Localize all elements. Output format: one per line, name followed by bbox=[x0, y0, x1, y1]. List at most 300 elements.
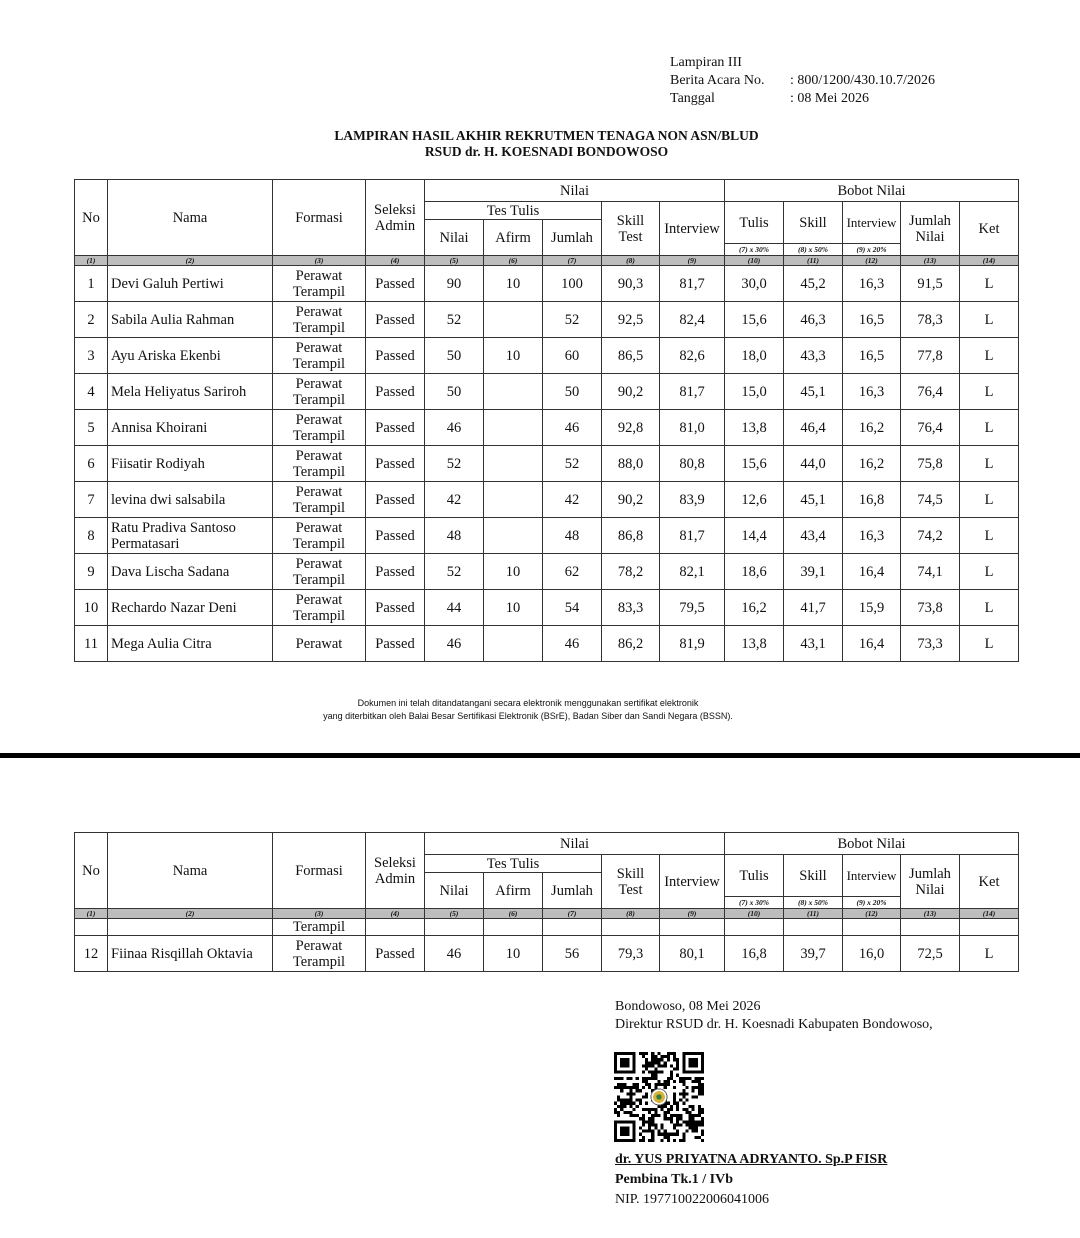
qr-module bbox=[701, 1111, 704, 1114]
row-bobot-skill: 45,1 bbox=[800, 491, 826, 508]
row-no: 11 bbox=[84, 635, 98, 652]
cell-ket bbox=[960, 518, 1019, 554]
qr-module bbox=[617, 1120, 620, 1123]
cell-empty bbox=[543, 919, 602, 936]
weight-skill: (8) x 50% bbox=[784, 244, 843, 256]
col-b-tulis: Tulis bbox=[725, 855, 784, 897]
qr-module bbox=[620, 1077, 623, 1080]
qr-module bbox=[651, 1077, 654, 1080]
qr-module bbox=[648, 1077, 651, 1080]
qr-module bbox=[688, 1117, 691, 1120]
cell-afirm bbox=[484, 410, 543, 446]
cell-empty bbox=[901, 919, 960, 936]
qr-module bbox=[642, 1108, 645, 1111]
qr-module bbox=[701, 1089, 704, 1092]
qr-module bbox=[651, 1055, 654, 1058]
cell-nilai bbox=[425, 518, 484, 554]
qr-module bbox=[692, 1130, 695, 1133]
cell-interview bbox=[660, 936, 725, 972]
cell-empty bbox=[660, 919, 725, 936]
qr-module bbox=[667, 1133, 670, 1136]
weight-tulis: (7) x 30% bbox=[725, 244, 784, 256]
qr-module bbox=[685, 1108, 688, 1111]
qr-module bbox=[626, 1133, 629, 1136]
qr-module bbox=[614, 1064, 617, 1067]
qr-module bbox=[698, 1086, 701, 1089]
row-no: 6 bbox=[87, 455, 95, 472]
row-no: 2 bbox=[87, 311, 95, 328]
qr-module bbox=[623, 1120, 626, 1123]
qr-module bbox=[636, 1089, 639, 1092]
row-nilai: 42 bbox=[446, 491, 462, 508]
row-jumlah-nilai: 78,3 bbox=[917, 311, 943, 328]
cell-no bbox=[75, 626, 108, 662]
qr-module bbox=[685, 1092, 688, 1095]
row-seleksi: Passed bbox=[375, 383, 415, 400]
row-nama: levina dwi salsabila bbox=[111, 491, 226, 508]
qr-module bbox=[695, 1126, 698, 1129]
qr-module bbox=[654, 1074, 657, 1077]
index-row bbox=[75, 909, 1019, 919]
index-cell: (3) bbox=[273, 909, 366, 919]
row-skill-test: 86,8 bbox=[617, 527, 644, 544]
qr-module bbox=[692, 1123, 695, 1126]
qr-module bbox=[701, 1083, 704, 1086]
cell-no bbox=[75, 590, 108, 626]
qr-module bbox=[651, 1114, 654, 1117]
qr-module bbox=[648, 1086, 651, 1089]
row-skill-test: 90,3 bbox=[617, 275, 644, 292]
qr-module bbox=[617, 1071, 620, 1074]
qr-module bbox=[673, 1123, 676, 1126]
cell-empty bbox=[366, 919, 425, 936]
qr-module bbox=[633, 1133, 636, 1136]
results-table bbox=[74, 179, 1019, 662]
qr-module bbox=[617, 1105, 620, 1108]
cell-jumlah bbox=[543, 482, 602, 518]
qr-module bbox=[682, 1071, 685, 1074]
continued-row bbox=[75, 919, 1019, 936]
qr-module bbox=[692, 1117, 695, 1120]
qr-module bbox=[623, 1061, 626, 1064]
qr-module bbox=[614, 1139, 617, 1142]
esign-note-line1: Dokumen ini telah ditandatangani secara elektronik menggunakan sertifikat elektronik bbox=[357, 698, 699, 708]
cell-no bbox=[75, 518, 108, 554]
row-interview: 80,1 bbox=[679, 945, 705, 962]
col-skill-test-l2: Test bbox=[618, 228, 643, 245]
cell-bobot-skill bbox=[784, 482, 843, 518]
qr-module bbox=[698, 1105, 701, 1108]
qr-module bbox=[673, 1126, 676, 1129]
qr-module bbox=[673, 1055, 676, 1058]
cell-interview bbox=[660, 410, 725, 446]
cell-nama bbox=[108, 302, 273, 338]
qr-module bbox=[626, 1061, 629, 1064]
qr-module bbox=[664, 1133, 667, 1136]
cell-afirm bbox=[484, 590, 543, 626]
cell-formasi bbox=[273, 590, 366, 626]
qr-module bbox=[648, 1123, 651, 1126]
qr-module bbox=[682, 1068, 685, 1071]
qr-module bbox=[633, 1083, 636, 1086]
cell-nama bbox=[108, 338, 273, 374]
row-bobot-interview: 16,5 bbox=[858, 347, 885, 364]
row-jumlah: 50 bbox=[564, 383, 580, 400]
qr-module bbox=[630, 1089, 633, 1092]
qr-module bbox=[645, 1130, 648, 1133]
qr-module bbox=[636, 1083, 639, 1086]
qr-module bbox=[676, 1105, 679, 1108]
qr-module bbox=[623, 1058, 626, 1061]
cell-seleksi bbox=[366, 482, 425, 518]
cell-jumlah-nilai bbox=[901, 554, 960, 590]
qr-module bbox=[642, 1052, 645, 1055]
qr-module bbox=[670, 1105, 673, 1108]
qr-module bbox=[673, 1099, 676, 1102]
row-formasi-line1: Perawat bbox=[295, 375, 343, 392]
qr-module bbox=[648, 1071, 651, 1074]
cell-skill-test bbox=[602, 302, 660, 338]
qr-module bbox=[633, 1108, 636, 1111]
qr-module bbox=[633, 1055, 636, 1058]
col-skill-test bbox=[602, 855, 660, 909]
cell-interview bbox=[660, 482, 725, 518]
row-jumlah-nilai: 91,5 bbox=[917, 275, 943, 292]
qr-module bbox=[630, 1120, 633, 1123]
row-nama: Ratu Pradiva Santoso bbox=[111, 519, 236, 536]
qr-module bbox=[695, 1080, 698, 1083]
qr-module bbox=[654, 1077, 657, 1080]
row-seleksi: Passed bbox=[375, 599, 415, 616]
qr-module bbox=[620, 1108, 623, 1111]
qr-module bbox=[667, 1117, 670, 1120]
cell-skill-test bbox=[602, 482, 660, 518]
cell-nama bbox=[108, 266, 273, 302]
cell-afirm bbox=[484, 374, 543, 410]
qr-module bbox=[701, 1120, 704, 1123]
row-no: 10 bbox=[83, 599, 99, 616]
qr-module bbox=[661, 1133, 664, 1136]
qr-module bbox=[651, 1120, 654, 1123]
qr-module bbox=[685, 1071, 688, 1074]
qr-module bbox=[651, 1052, 654, 1055]
qr-module bbox=[648, 1083, 651, 1086]
qr-module bbox=[645, 1068, 648, 1071]
row-nilai: 50 bbox=[446, 383, 462, 400]
row-bobot-interview: 16,3 bbox=[858, 275, 885, 292]
qr-module bbox=[698, 1089, 701, 1092]
qr-module bbox=[661, 1126, 664, 1129]
index-cell: (4) bbox=[366, 909, 425, 919]
qr-module bbox=[682, 1077, 685, 1080]
qr-module bbox=[682, 1064, 685, 1067]
qr-module bbox=[670, 1117, 673, 1120]
qr-module bbox=[679, 1117, 682, 1120]
qr-module bbox=[614, 1111, 617, 1114]
col-skill-test bbox=[602, 202, 660, 256]
cell-jumlah-nilai bbox=[901, 374, 960, 410]
qr-module bbox=[620, 1058, 623, 1061]
qr-module bbox=[614, 1061, 617, 1064]
index-cell: (8) bbox=[602, 909, 660, 919]
qr-module bbox=[679, 1139, 682, 1142]
cell-seleksi bbox=[366, 374, 425, 410]
qr-module bbox=[626, 1064, 629, 1067]
cell-interview bbox=[660, 626, 725, 662]
row-ket: L bbox=[984, 419, 994, 436]
qr-module bbox=[664, 1055, 667, 1058]
row-skill-test: 92,8 bbox=[617, 419, 644, 436]
row-nilai: 46 bbox=[446, 945, 462, 962]
cell-jumlah bbox=[543, 374, 602, 410]
row-bobot-skill: 43,4 bbox=[800, 527, 826, 544]
row-bobot-skill: 39,1 bbox=[800, 563, 826, 580]
qr-module bbox=[617, 1086, 620, 1089]
cell-jumlah-nilai bbox=[901, 338, 960, 374]
row-bobot-tulis: 14,4 bbox=[741, 527, 767, 544]
qr-module bbox=[667, 1055, 670, 1058]
row-no: 7 bbox=[87, 491, 95, 508]
cell-seleksi bbox=[366, 446, 425, 482]
row-nilai: 44 bbox=[446, 599, 462, 616]
qr-module bbox=[614, 1052, 617, 1055]
col-bobot-group: Bobot Nilai bbox=[725, 833, 1019, 855]
cell-formasi bbox=[273, 554, 366, 590]
qr-module bbox=[642, 1080, 645, 1083]
qr-module bbox=[673, 1139, 676, 1142]
qr-module bbox=[633, 1123, 636, 1126]
qr-module bbox=[630, 1095, 633, 1098]
row-bobot-tulis: 12,6 bbox=[741, 491, 767, 508]
qr-module bbox=[651, 1123, 654, 1126]
row-jumlah-nilai: 76,4 bbox=[917, 383, 943, 400]
qr-module bbox=[676, 1130, 679, 1133]
row-bobot-interview: 16,4 bbox=[858, 635, 885, 652]
row-no: 5 bbox=[87, 419, 95, 436]
col-nilai-sub: Nilai bbox=[425, 220, 484, 256]
col-bobot-group: Bobot Nilai bbox=[725, 180, 1019, 202]
qr-module bbox=[695, 1114, 698, 1117]
cell-jumlah-nilai bbox=[901, 936, 960, 972]
qr-code-image bbox=[614, 1052, 704, 1142]
emblem-center-icon bbox=[656, 1094, 662, 1100]
qr-module bbox=[639, 1126, 642, 1129]
signatory-name: dr. YUS PRIYATNA ADRYANTO. Sp.P FISR bbox=[615, 1152, 888, 1167]
qr-module bbox=[639, 1102, 642, 1105]
qr-module bbox=[701, 1061, 704, 1064]
row-bobot-skill: 44,0 bbox=[800, 455, 826, 472]
row-bobot-skill: 46,4 bbox=[800, 419, 826, 436]
qr-module bbox=[698, 1071, 701, 1074]
qr-module bbox=[620, 1061, 623, 1064]
qr-module bbox=[657, 1071, 660, 1074]
cell-nama bbox=[108, 554, 273, 590]
row-nama: Fiinaa Risqillah Oktavia bbox=[111, 945, 253, 962]
table-row bbox=[75, 338, 1019, 374]
row-bobot-interview: 16,8 bbox=[858, 491, 885, 508]
col-nama: Nama bbox=[108, 833, 273, 909]
qr-module bbox=[661, 1071, 664, 1074]
qr-module bbox=[688, 1058, 691, 1061]
qr-module bbox=[701, 1071, 704, 1074]
cell-skill-test bbox=[602, 374, 660, 410]
qr-module bbox=[614, 1058, 617, 1061]
qr-module bbox=[695, 1052, 698, 1055]
qr-module bbox=[673, 1068, 676, 1071]
continued-formasi: Terampil bbox=[273, 919, 366, 936]
row-bobot-skill: 43,3 bbox=[800, 347, 826, 364]
qr-module bbox=[695, 1077, 698, 1080]
cell-nama bbox=[108, 590, 273, 626]
cell-nilai bbox=[425, 266, 484, 302]
row-afirm: 10 bbox=[505, 275, 521, 292]
qr-module bbox=[642, 1117, 645, 1120]
cell-bobot-interview bbox=[843, 936, 901, 972]
cell-jumlah bbox=[543, 446, 602, 482]
cell-bobot-interview bbox=[843, 554, 901, 590]
index-cell: (7) bbox=[543, 256, 602, 266]
cell-seleksi bbox=[366, 410, 425, 446]
qr-module bbox=[630, 1139, 633, 1142]
qr-module bbox=[667, 1102, 670, 1105]
qr-module bbox=[673, 1058, 676, 1061]
qr-module bbox=[667, 1080, 670, 1083]
qr-module bbox=[651, 1117, 654, 1120]
cell-formasi bbox=[273, 936, 366, 972]
cell-bobot-skill bbox=[784, 590, 843, 626]
cell-afirm bbox=[484, 446, 543, 482]
qr-module bbox=[673, 1086, 676, 1089]
qr-module bbox=[685, 1086, 688, 1089]
cell-bobot-tulis bbox=[725, 266, 784, 302]
qr-module bbox=[651, 1064, 654, 1067]
qr-module bbox=[614, 1071, 617, 1074]
cell-bobot-interview bbox=[843, 410, 901, 446]
row-no: 3 bbox=[87, 347, 95, 364]
cell-nama bbox=[108, 626, 273, 662]
qr-module bbox=[639, 1139, 642, 1142]
page-separator bbox=[0, 753, 1080, 758]
qr-module bbox=[676, 1068, 679, 1071]
row-bobot-tulis: 13,8 bbox=[741, 419, 767, 436]
qr-module bbox=[698, 1092, 701, 1095]
cell-jumlah bbox=[543, 590, 602, 626]
row-formasi-line1: Perawat bbox=[295, 447, 343, 464]
row-interview: 81,7 bbox=[679, 275, 705, 292]
row-no: 4 bbox=[87, 383, 95, 400]
cell-ket bbox=[960, 554, 1019, 590]
qr-module bbox=[692, 1095, 695, 1098]
qr-module bbox=[651, 1074, 654, 1077]
row-interview: 79,5 bbox=[679, 599, 705, 616]
qr-module bbox=[673, 1114, 676, 1117]
cell-bobot-interview bbox=[843, 518, 901, 554]
qr-module bbox=[692, 1089, 695, 1092]
cell-nilai bbox=[425, 374, 484, 410]
cell-bobot-tulis bbox=[725, 936, 784, 972]
index-cell: (5) bbox=[425, 256, 484, 266]
row-nilai: 46 bbox=[446, 419, 462, 436]
qr-module bbox=[688, 1123, 691, 1126]
cell-nilai bbox=[425, 446, 484, 482]
col-skill-test-l1: Skill bbox=[616, 212, 645, 229]
qr-module bbox=[642, 1139, 645, 1142]
cell-seleksi bbox=[366, 266, 425, 302]
row-seleksi: Passed bbox=[375, 563, 415, 580]
row-skill-test: 78,2 bbox=[617, 563, 644, 580]
index-cell: (13) bbox=[901, 909, 960, 919]
qr-module bbox=[623, 1105, 626, 1108]
qr-module bbox=[682, 1083, 685, 1086]
cell-nilai bbox=[425, 554, 484, 590]
qr-module bbox=[657, 1130, 660, 1133]
qr-module bbox=[654, 1083, 657, 1086]
qr-module bbox=[682, 1061, 685, 1064]
row-bobot-interview: 16,2 bbox=[858, 455, 885, 472]
qr-module bbox=[626, 1102, 629, 1105]
qr-module bbox=[701, 1139, 704, 1142]
row-ket: L bbox=[984, 383, 994, 400]
cell-jumlah bbox=[543, 626, 602, 662]
qr-module bbox=[645, 1095, 648, 1098]
qr-module bbox=[633, 1126, 636, 1129]
index-cell: (14) bbox=[960, 256, 1019, 266]
qr-module bbox=[673, 1080, 676, 1083]
qr-module bbox=[664, 1114, 667, 1117]
qr-module bbox=[654, 1126, 657, 1129]
signatory-rank: Pembina Tk.1 / IVb bbox=[615, 1172, 733, 1187]
qr-module bbox=[642, 1064, 645, 1067]
qr-module bbox=[654, 1114, 657, 1117]
row-formasi-line1: Perawat bbox=[295, 635, 343, 652]
qr-module bbox=[701, 1052, 704, 1055]
row-formasi-line1: Perawat bbox=[295, 483, 343, 500]
row-jumlah-nilai: 73,3 bbox=[917, 635, 943, 652]
qr-module bbox=[685, 1120, 688, 1123]
cell-afirm bbox=[484, 302, 543, 338]
signature-position: Direktur RSUD dr. H. Koesnadi Kabupaten Bondowoso, bbox=[615, 1017, 933, 1032]
qr-module bbox=[639, 1099, 642, 1102]
row-formasi-line2: Terampil bbox=[292, 427, 346, 444]
cell-interview bbox=[660, 302, 725, 338]
cell-empty bbox=[108, 919, 273, 936]
qr-module bbox=[679, 1114, 682, 1117]
cell-ket bbox=[960, 446, 1019, 482]
row-nama: Ayu Ariska Ekenbi bbox=[111, 347, 221, 364]
qr-module bbox=[623, 1083, 626, 1086]
cell-formasi bbox=[273, 410, 366, 446]
qr-module bbox=[701, 1117, 704, 1120]
cell-no bbox=[75, 936, 108, 972]
index-cell: (6) bbox=[484, 909, 543, 919]
cell-empty bbox=[725, 919, 784, 936]
row-nama: Mega Aulia Citra bbox=[111, 635, 212, 652]
cell-afirm bbox=[484, 554, 543, 590]
cell-bobot-tulis bbox=[725, 518, 784, 554]
qr-module bbox=[676, 1061, 679, 1064]
row-formasi-line2: Terampil bbox=[292, 535, 346, 552]
row-formasi-line1: Perawat bbox=[295, 519, 343, 536]
row-bobot-tulis: 15,0 bbox=[741, 383, 767, 400]
qr-module bbox=[676, 1123, 679, 1126]
row-bobot-tulis: 15,6 bbox=[741, 311, 767, 328]
cell-bobot-interview bbox=[843, 626, 901, 662]
qr-module bbox=[657, 1052, 660, 1055]
qr-module bbox=[698, 1080, 701, 1083]
cell-bobot-tulis bbox=[725, 302, 784, 338]
qr-module bbox=[645, 1080, 648, 1083]
qr-module bbox=[636, 1099, 639, 1102]
